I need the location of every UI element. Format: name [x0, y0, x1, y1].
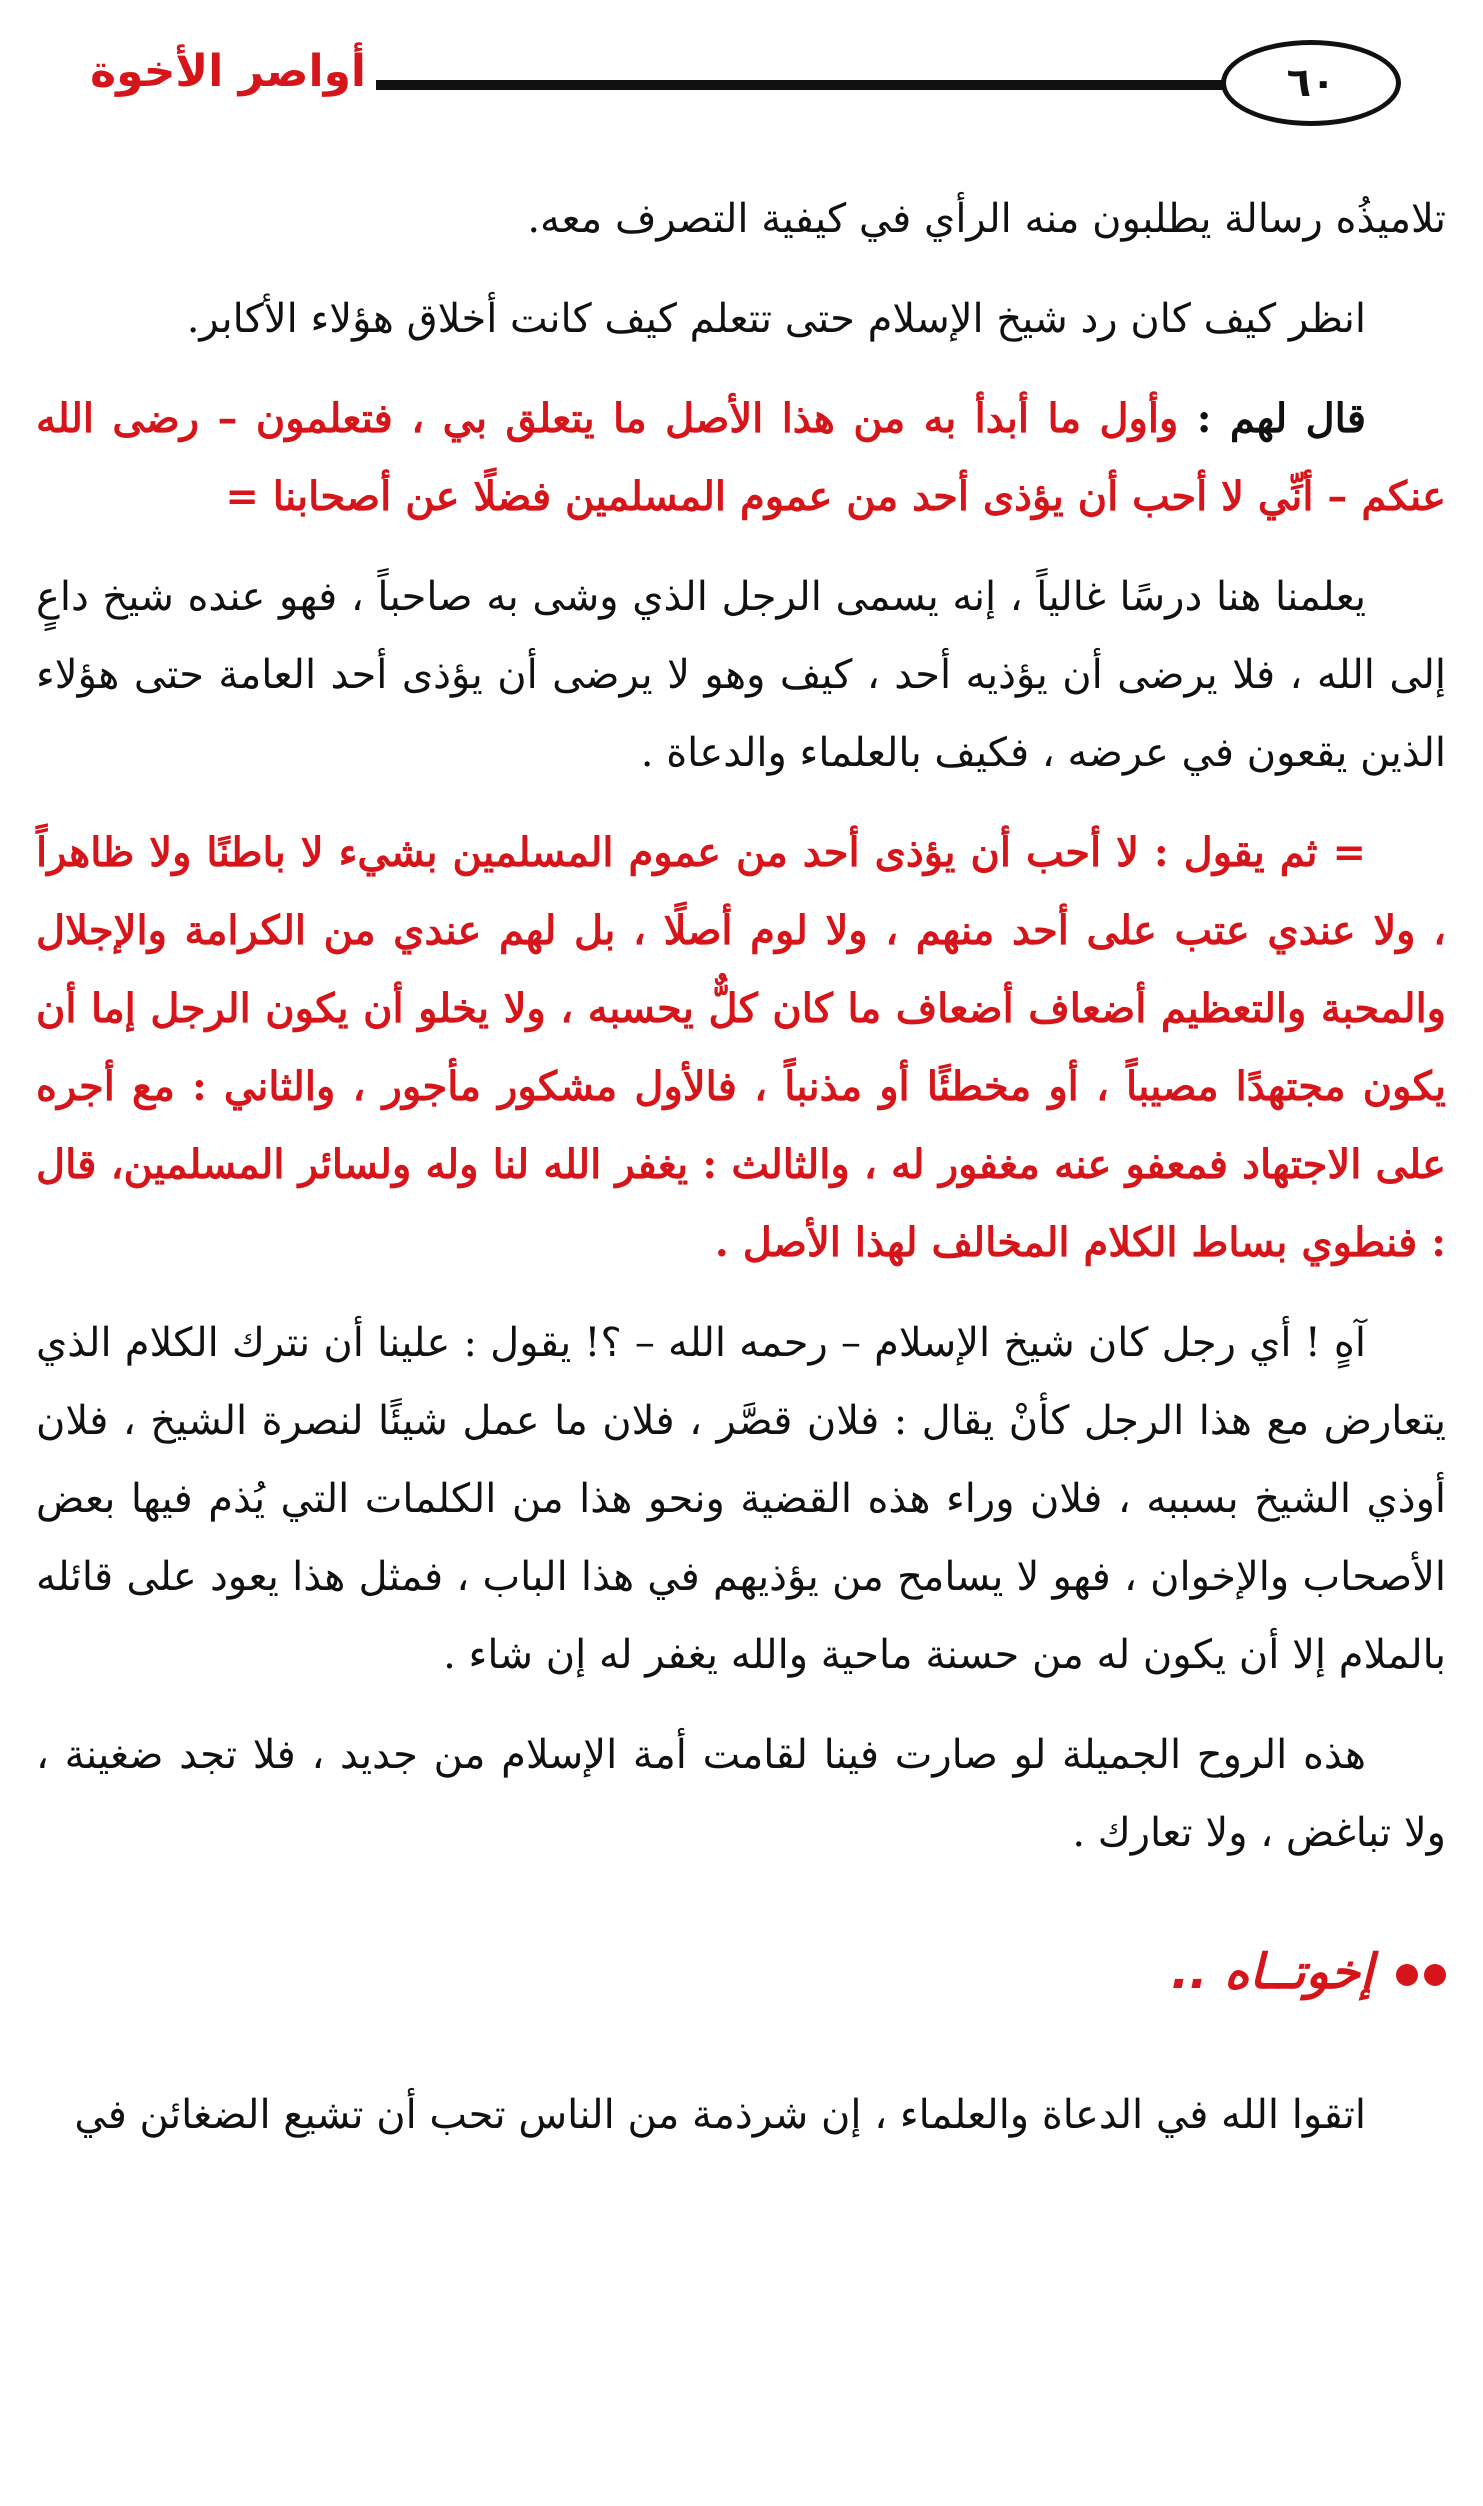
section-heading-text: إخوتــاه .. [1171, 1944, 1374, 2000]
paragraph-1: تلاميذُه رسالة يطلبون منه الرأي في كيفية التصرف معه. [527, 196, 1446, 242]
quote-text: وأول ما أبدأ به من هذا الأصل ما يتعلق بي ، فتعلمون – رضى الله عنكم – أنِّي لا أحب أن يؤذى أحد من عموم المسلمين فضلًا عن أصحابنا = [36, 395, 1446, 520]
paragraph-2: انظر كيف كان رد شيخ الإسلام حتى تتعلم كيف كانت أخلاق هؤلاء الأكابر. [186, 296, 1366, 342]
page-number: ٦٠ [1221, 40, 1401, 126]
page-body [36, 180, 1446, 2176]
paragraph-8: اتقوا الله في الدعاة والعلماء ، إن شرذمة من الناس تحب أن تشيع الضغائن في [74, 2092, 1366, 2138]
paragraph-3 [36, 380, 1446, 536]
bullet-icon [1396, 1964, 1418, 1986]
paragraph-5-quote: = ثم يقول : لا أحب أن يؤذى أحد من عموم المسلمين بشيء لا باطنًا ولا ظاهراً ، ولا عندي عتب على أحد منهم ، ولا لوم أصلًا ، بل لهم عندي من الكرامة والإجلال والمحبة والتعظيم أضعاف أضعاف ما كان كلٌّ يحسبه ، ولا يخلو أن يكون الرجل إما أن يكون مجتهدًا مصيباً ، أو مخطئًا أو مذنباً ، فالأول مشكور مأجور ، والثاني : مع أجره على الاجتهاد فمعفو عنه مغفور له ، والثالث : يغفر الله لنا وله ولسائر المسلمين، قال : فنطوي بساط الكلام المخالف لهذا الأصل . [36, 829, 1446, 1266]
section-heading [36, 1932, 1446, 2012]
page-header [36, 40, 1446, 130]
paragraph-4: يعلمنا هنا درسًا غالياً ، إنه يسمى الرجل الذي وشى به صاحباً ، فهو عنده شيخ داعٍ إلى الله ، فلا يرضى أن يؤذيه أحد ، كيف وهو لا يرضى أن يؤذى أحد العامة حتى هؤلاء الذين يقعون في عرضه ، فكيف بالعلماء والدعاة . [36, 574, 1446, 776]
paragraph-7: هذه الروح الجميلة لو صارت فينا لقامت أمة الإسلام من جديد ، فلا تجد ضغينة ، ولا تباغض ، ولا تعارك . [36, 1732, 1446, 1856]
bullet-icon [1424, 1964, 1446, 1986]
header-rule [376, 80, 1306, 90]
book-title: أواصر الأخوة [90, 46, 366, 97]
paragraph-6: آهٍ ! أي رجل كان شيخ الإسلام – رحمه الله – ؟! يقول : علينا أن نترك الكلام الذي يتعارض مع هذا الرجل كأنْ يقال : فلان قصَّر ، فلان ما عمل شيئًا لنصرة الشيخ ، فلان أوذي الشيخ بسببه ، فلان وراء هذه القضية ونحو هذا من الكلمات التي يُذم فيها بعض الأصحاب والإخوان ، فهو لا يسامح من يؤذيهم في هذا الباب ، فمثل هذا يعود على قائله بالملام إلا أن يكون له من حسنة ماحية والله يغفر له إن شاء . [36, 1320, 1446, 1678]
quote-intro: قال لهم : [1178, 395, 1366, 442]
